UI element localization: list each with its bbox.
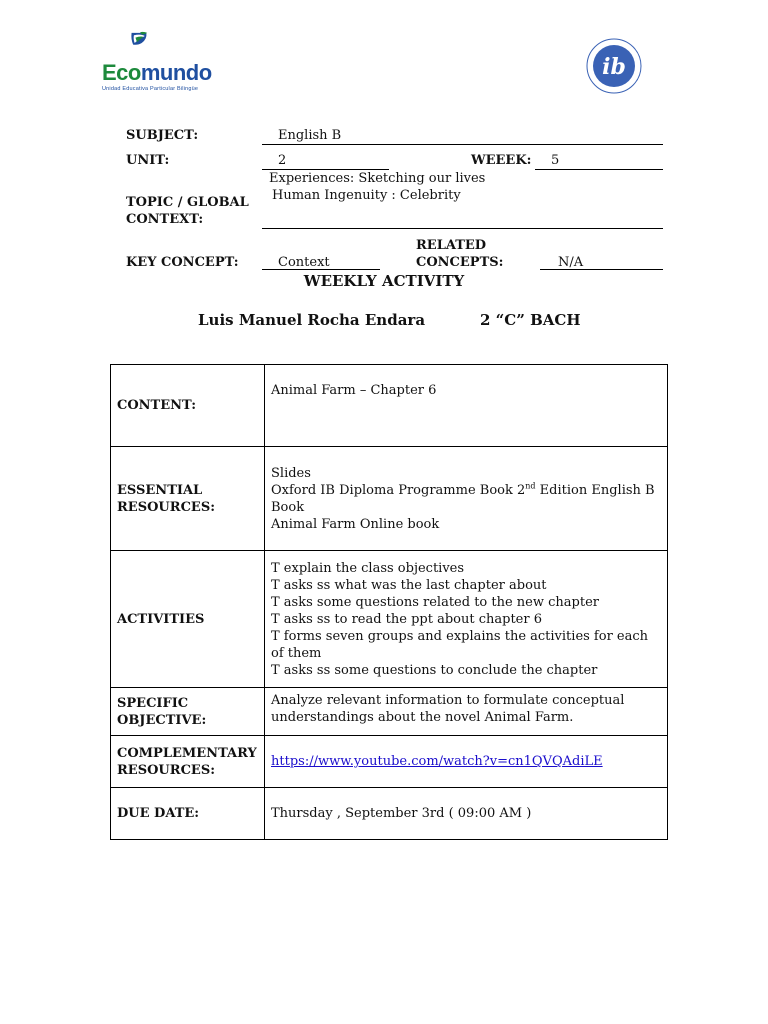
activity-item: T asks some questions related to the new chapter — [271, 594, 599, 610]
table-row-objective — [111, 688, 668, 736]
week-underline — [535, 169, 663, 170]
key-concept-underline — [262, 269, 380, 270]
ib-logo-text: ib — [602, 54, 626, 80]
page-title: WEEKLY ACTIVITY — [303, 272, 465, 290]
table-row-due-date — [111, 788, 668, 840]
resources-value — [265, 447, 668, 551]
activity-item: T forms seven groups and explains the activities for each — [271, 628, 649, 644]
resources-label — [111, 447, 265, 551]
topic-label-1: TOPIC / GLOBAL — [126, 195, 249, 210]
key-concept-label: KEY CONCEPT: — [126, 255, 239, 270]
activities-value — [265, 551, 668, 688]
objective-label — [111, 688, 265, 736]
complementary-label-line-1: COMPLEMENTARY — [117, 745, 257, 761]
related-underline — [540, 269, 663, 270]
ib-logo-icon — [584, 37, 644, 95]
table-row-content — [111, 365, 668, 447]
related-value: N/A — [558, 255, 584, 270]
topic-underline — [262, 228, 663, 229]
resources-label-line-1: ESSENTIAL — [117, 482, 203, 498]
lesson-plan-table — [110, 364, 668, 840]
key-concept-value: Context — [278, 255, 330, 270]
table-row-activities — [111, 551, 668, 688]
related-label-1: RELATED — [416, 238, 487, 253]
objective-line: Analyze relevant information to formulate conceptual — [271, 693, 625, 708]
topic-label-2: CONTEXT: — [126, 212, 204, 227]
activity-item: T asks ss to read the ppt about chapter 6 — [271, 611, 542, 627]
week-label: WEEEK: — [471, 153, 532, 168]
unit-value: 2 — [278, 153, 287, 168]
complementary-value — [265, 736, 668, 788]
subject-value: English B — [278, 128, 342, 143]
activity-item: T asks ss what was the last chapter about — [271, 577, 547, 593]
objective-line: understandings about the novel Animal Farm. — [271, 710, 574, 725]
resource-item: Slides — [271, 465, 311, 481]
topic-value-2: Human Ingenuity : Celebrity — [272, 188, 461, 203]
resource-item: Animal Farm Online book — [271, 516, 440, 532]
table-row-complementary — [111, 736, 668, 788]
related-label-2: CONCEPTS: — [416, 255, 504, 270]
resources-label-line-2: RESOURCES: — [117, 499, 216, 515]
objective-value — [265, 688, 668, 736]
objective-label-line-2: OBJECTIVE: — [117, 712, 207, 728]
resource-item: Oxford IB Diploma Programme Book 2nd Edition English B — [271, 481, 655, 498]
due-date-value: Thursday , September 3rd ( 09:00 AM ) — [265, 788, 668, 840]
topic-value-1: Experiences: Sketching our lives — [269, 171, 486, 186]
complementary-label — [111, 736, 265, 788]
objective-label-line-1: SPECIFIC — [117, 695, 189, 711]
content-value: Animal Farm – Chapter 6 — [265, 365, 668, 447]
week-value: 5 — [551, 153, 560, 168]
activity-item: T explain the class objectives — [271, 560, 465, 576]
activity-item: T asks ss some questions to conclude the chapter — [271, 662, 598, 678]
school-logo-tagline: Unidad Educativa Particular Bilingüe — [102, 86, 199, 92]
ecomundo-logo-icon — [130, 26, 176, 64]
activities-label: ACTIVITIES — [111, 551, 265, 688]
subject-label: SUBJECT: — [126, 128, 199, 143]
activity-item: of them — [271, 645, 322, 661]
student-name: Luis Manuel Rocha Endara — [198, 311, 426, 329]
student-grade: 2 “C” BACH — [480, 311, 581, 329]
youtube-link[interactable]: https://www.youtube.com/watch?v=cn1QVQAdiLE — [271, 754, 603, 769]
school-logo-wordmark: Ecomundo — [102, 60, 212, 85]
resource-item: Book — [271, 499, 305, 515]
content-label: CONTENT: — [111, 365, 265, 447]
unit-label: UNIT: — [126, 153, 170, 168]
subject-underline — [262, 144, 663, 145]
due-date-label: DUE DATE: — [111, 788, 265, 840]
table-row-resources — [111, 447, 668, 551]
complementary-label-line-2: RESOURCES: — [117, 762, 216, 778]
